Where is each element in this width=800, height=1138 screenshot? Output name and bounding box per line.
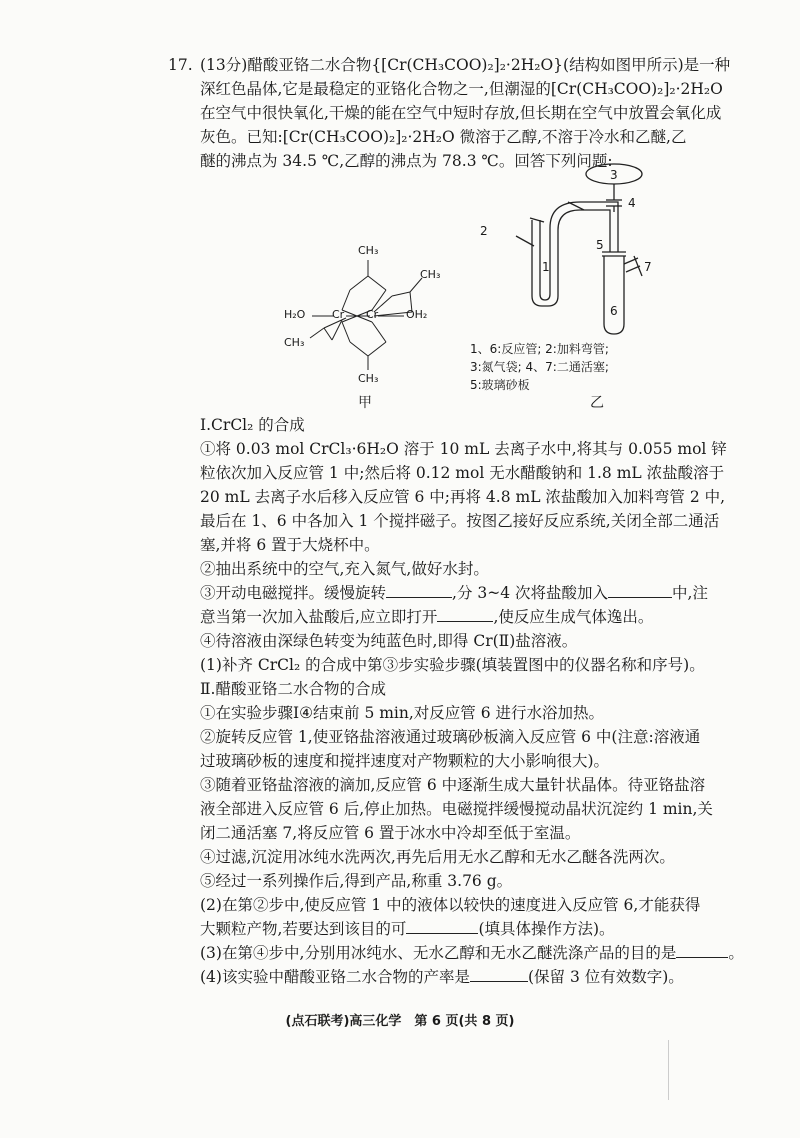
label-ch3-left: CH₃ xyxy=(284,336,305,349)
part2-line-7: ④过滤,沉淀用冰纯水洗两次,再先后用无水乙醇和无水乙醚各洗两次。 xyxy=(200,848,675,866)
label-cr-left: Cr xyxy=(332,308,345,321)
page-footer: (点石联考)高三化学 第 6 页(共 8 页) xyxy=(285,1014,515,1029)
part2-line-1: ①在实验步骤Ⅰ④结束前 5 min,对反应管 6 进行水浴加热。 xyxy=(200,704,605,722)
part2-line-8: ⑤经过一系列操作后,得到产品,称重 3.76 g。 xyxy=(200,872,513,890)
part1-step4: ④待溶液由深绿色转变为纯蓝色时,即得 Cr(Ⅱ)盐溶液。 xyxy=(200,632,578,650)
step3-text-a: ③开动电磁搅拌。缓慢旋转 xyxy=(200,584,387,602)
label-3: 3 xyxy=(610,168,618,182)
intro-line-2: 深红色晶体,它是最稳定的亚铬化合物之一,但潮湿的[Cr(CH₃COO)₂]₂·2H₂O xyxy=(200,80,723,98)
figure-b-legend xyxy=(470,340,609,394)
question-1: (1)补齐 CrCl₂ 的合成中第③步实验步骤(填装置图中的仪器名称和序号)。 xyxy=(200,656,705,674)
answer-blank-q2[interactable] xyxy=(406,919,478,934)
legend-line-3: 5:玻璃砂板 xyxy=(470,378,530,392)
label-2: 2 xyxy=(480,224,488,238)
label-7: 7 xyxy=(644,260,652,274)
label-4: 4 xyxy=(628,196,636,210)
answer-blank-open[interactable] xyxy=(437,607,493,622)
part2-line-4: ③随着亚铬盐溶液的滴加,反应管 6 中逐渐生成大量针状晶体。待亚铬盐溶 xyxy=(200,776,706,794)
step3-text-c: 中,注 xyxy=(672,584,708,602)
q2-text-b: 大颗粒产物,若要达到该目的可 xyxy=(200,920,407,938)
q4-text-b: (保留 3 位有效数字)。 xyxy=(527,968,684,986)
step3-text-b: ,分 3~4 次将盐酸加入 xyxy=(452,584,609,602)
label-h2o-left: H₂O xyxy=(284,308,306,321)
question-4 xyxy=(200,966,740,988)
q3-text-b: 。 xyxy=(728,944,744,962)
legend-line-1: 1、6:反应管; 2:加料弯管; xyxy=(470,342,609,356)
answer-blank-rotate[interactable] xyxy=(386,583,452,598)
label-5: 5 xyxy=(596,238,604,252)
part2-line-2: ②旋转反应管 1,使亚铬盐溶液通过玻璃砂板滴入反应管 6 中(注意:溶液通 xyxy=(200,728,701,746)
part2-line-3: 过玻璃砂板的速度和搅拌速度对产物颗粒的大小影响很大)。 xyxy=(200,752,610,770)
part1-step3-line1 xyxy=(200,582,740,604)
label-1: 1 xyxy=(542,260,550,274)
label-ch3-right: CH₃ xyxy=(420,268,441,281)
label-ch3-bottom: CH₃ xyxy=(358,372,379,385)
intro-line-4: 灰色。已知:[Cr(CH₃COO)₂]₂·2H₂O 微溶于乙醇,不溶于冷水和乙醚,乙 xyxy=(200,128,687,146)
answer-blank-q4[interactable] xyxy=(470,967,528,982)
label-oh2-right: OH₂ xyxy=(406,308,428,321)
part1-line-2: 粒依次加入反应管 1 中;然后将 0.12 mol 无水醋酸钠和 1.8 mL 浓盐酸溶于 xyxy=(200,464,725,482)
intro-line-3: 在空气中很快氧化,干燥的能在空气中短时存放,但长期在空气中放置会氧化成 xyxy=(200,104,722,122)
figure-a-structure xyxy=(270,240,460,390)
part2-line-5: 液全部进入反应管 6 后,停止加热。电磁搅拌缓慢搅动晶状沉淀约 1 min,关 xyxy=(200,800,713,818)
label-6: 6 xyxy=(610,304,618,318)
question-2-line2 xyxy=(200,918,740,940)
figure-b-caption: 乙 xyxy=(590,395,604,411)
part1-step3-line2 xyxy=(200,606,740,628)
part1-line-6: ②抽出系统中的空气,充入氮气,做好水封。 xyxy=(200,560,489,578)
part1-line-4: 最后在 1、6 中各加入 1 个搅拌磁子。按图乙接好反应系统,关闭全部二通活 xyxy=(200,512,720,530)
step3-text-d: 意当第一次加入盐酸后,应立即打开 xyxy=(200,608,438,626)
label-cr-right: Cr xyxy=(366,308,379,321)
question-3 xyxy=(200,942,744,964)
q2-text-c: (填具体操作方法)。 xyxy=(478,920,615,938)
part2-line-6: 闭二通活塞 7,将反应管 6 置于冰水中冷却至低于室温。 xyxy=(200,824,581,842)
answer-blank-add-into[interactable] xyxy=(608,583,672,598)
apparatus-diagram xyxy=(470,160,670,340)
q3-text-a: (3)在第④步中,分别用冰纯水、无水乙醇和无水乙醚洗涤产品的目的是 xyxy=(200,944,677,962)
question-2-line1: (2)在第②步中,使反应管 1 中的液体以较快的速度进入反应管 6,才能获得 xyxy=(200,896,701,914)
question-number: 17. xyxy=(168,56,193,74)
intro-line-5: 醚的沸点为 34.5 ℃,乙醇的沸点为 78.3 ℃。回答下列问题: xyxy=(200,152,613,170)
part1-line-3: 20 mL 去离子水后移入反应管 6 中;再将 4.8 mL 浓盐酸加入加料弯管 2 中, xyxy=(200,488,726,506)
part2-heading: Ⅱ.醋酸亚铬二水合物的合成 xyxy=(200,680,386,698)
step3-text-e: ,使反应生成气体逸出。 xyxy=(493,608,654,626)
figure-a-caption: 甲 xyxy=(358,395,372,411)
part1-line-5: 塞,并将 6 置于大烧杯中。 xyxy=(200,536,380,554)
legend-line-2: 3:氮气袋; 4、7:二通活塞; xyxy=(470,360,609,374)
answer-blank-q3[interactable] xyxy=(676,943,728,958)
part1-heading: Ⅰ.CrCl₂ 的合成 xyxy=(200,416,305,434)
q4-text-a: (4)该实验中醋酸亚铬二水合物的产率是 xyxy=(200,968,470,986)
figure-b-apparatus xyxy=(470,160,670,340)
part1-line-1: ①将 0.03 mol CrCl₃·6H₂O 溶于 10 mL 去离子水中,将其与 0.055 mol 锌 xyxy=(200,440,727,458)
scan-mark xyxy=(668,1040,669,1100)
label-ch3-top: CH₃ xyxy=(358,244,379,257)
intro-line-1: (13分)醋酸亚铬二水合物{[Cr(CH₃COO)₂]₂·2H₂O}(结构如图甲所示)是一种 xyxy=(200,56,731,74)
